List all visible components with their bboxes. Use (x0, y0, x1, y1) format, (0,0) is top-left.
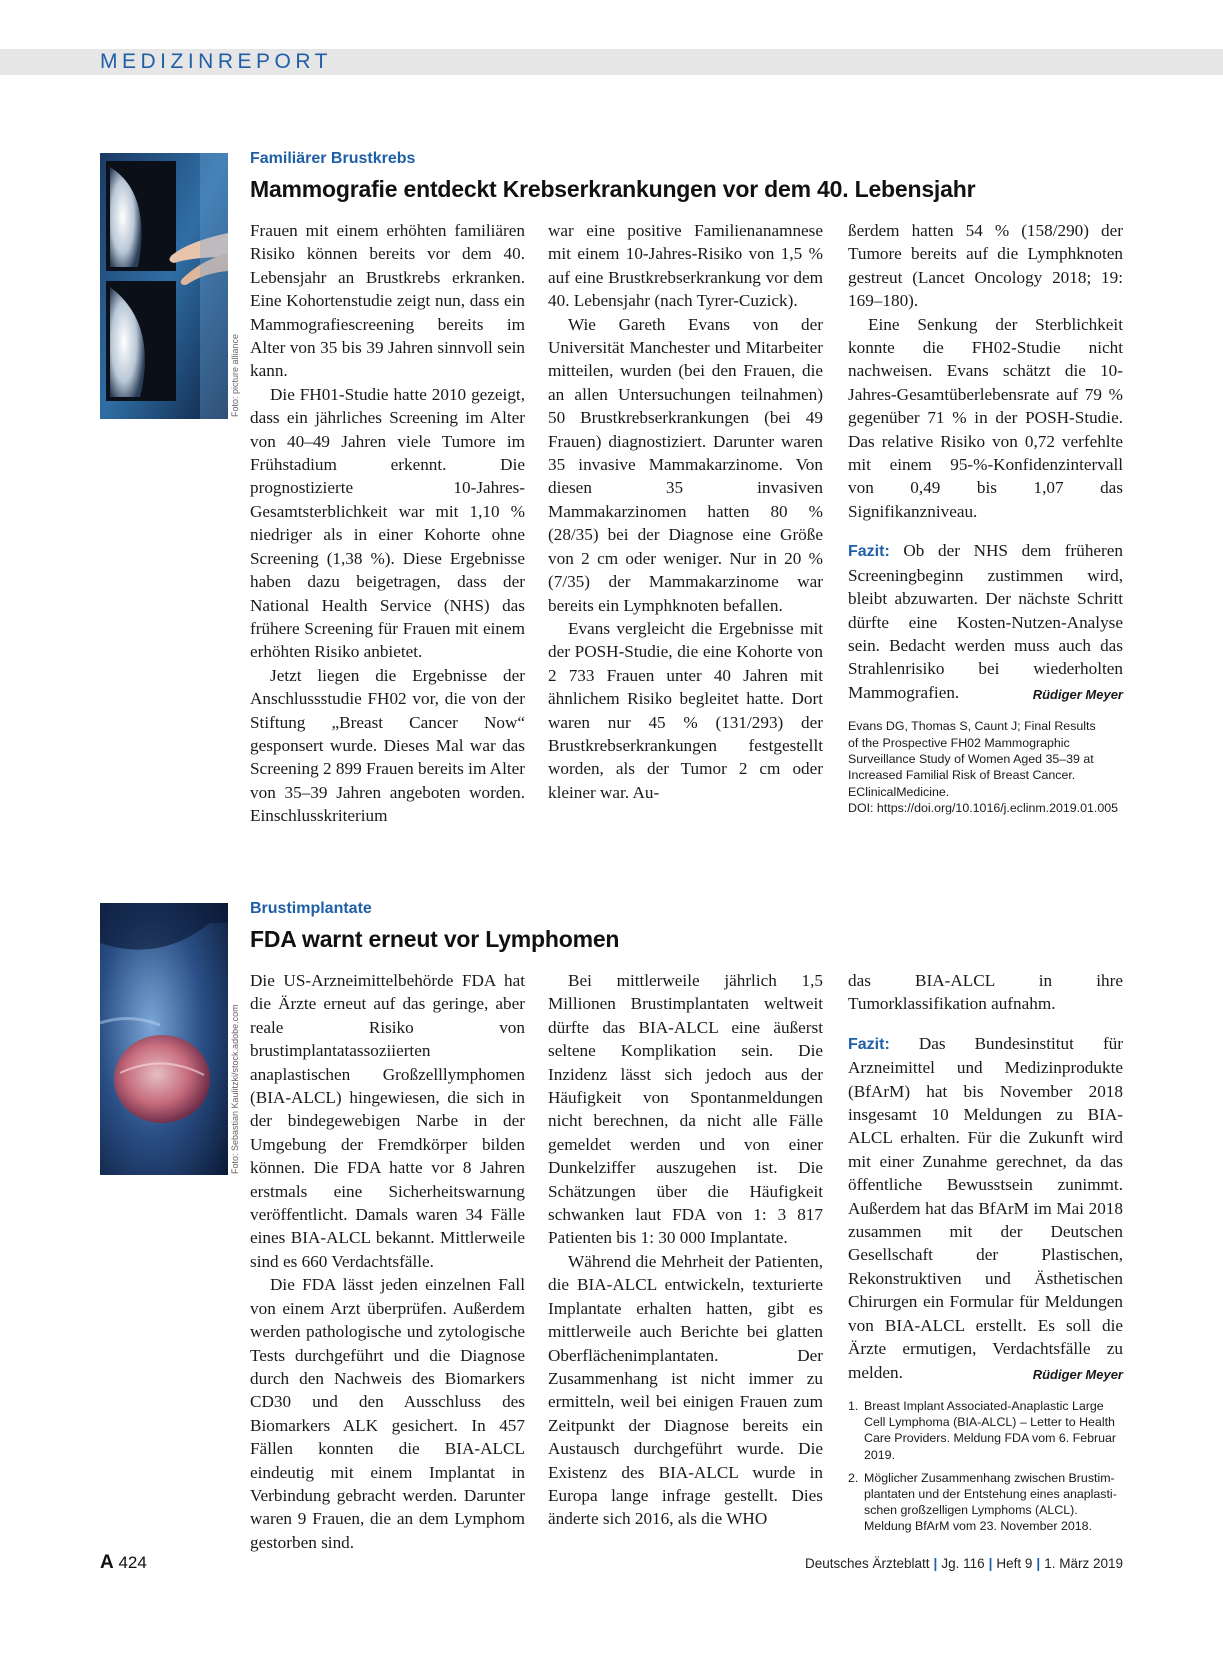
paragraph: Bei mittlerweile jährlich 1,5 Millionen Brustimplantaten weltweit dürfte das BIA-ALCL eine äußerst seltene Komplikation sein. Die Inzidenz lässt sich jedoch aus der Häufigkeit von Spontanmeldungen nicht berechnen, da nicht alle Fälle gemeldet werden und von einer Dunkelziffer auszugehen ist. Die Schätzungen über die Häufigkeit schwanken laut FDA von 1: 3 817 Patienten bis 1: 30 000 Implantate. (548, 971, 823, 1248)
page-prefix: A (100, 1552, 114, 1573)
reference-line: Care Providers. Meldung FDA vom 6. Februar (864, 1431, 1117, 1446)
mammography-photo (100, 153, 228, 419)
fazit-paragraph (848, 539, 1123, 704)
reference-line: Breast Implant Associated-Anaplastic Large (864, 1398, 1104, 1413)
paragraph: Jetzt liegen die Ergebnisse der Anschlussstudie FH02 vor, die von der Stiftung „Breast Cancer Now“ gesponsert wurde. Dieses Mal war das Screening 2 899 Frauen bereits im Alter von 35–39 Jahren angeboten worden. Einschlusskriterium (250, 665, 525, 826)
fazit-text: Das Bundesinstitut für Arzneimittel und Medizinprodukte (BfArM) hat bis November 2018 insgesamt 10 Meldungen zu BIA-ALCL erhalten. Für die Zukunft wird mit einer Zunahme gerechnet, da das öffentliche Bewusstsein zunimmt. Außerdem hat das BfArM im Mai 2018 zusammen mit der Deutschen Gesellschaft der Plastischen, Rekonstruktiven und Ästhetischen Chirurgen ein Formular für Meldungen von BIA-ALCL erstellt. Es soll die Ärzte ermutigen, Verdachtsfälle zu melden. (848, 1033, 1123, 1382)
journal-volume: Jg. 116 (941, 1556, 985, 1571)
paragraph: Während die Mehrheit der Patienten, die BIA-ALCL entwickeln, texturierte Implantate erhalten hatten, gibt es mittlerweile auch Berichte bei glatten Oberflächenimplantaten. Der Zusammenhang ist nicht immer zu ermitteln, weil bei einigen Frauen zum Zeitpunkt der Diagnose bereits ein Austausch durchgeführt wurde. Die Existenz des BIA-ALCL wurde in Europa lange infrage gestellt. Dies änderte sich 2016, als die WHO (548, 1251, 823, 1529)
reference-line: Evans DG, Thomas S, Caunt J; Final Results (848, 719, 1096, 734)
author-name: Rüdiger Meyer (1032, 686, 1123, 702)
paragraph: das BIA-ALCL in ihre Tumorklassifikation aufnahm. (848, 971, 1123, 1014)
reference-line: Increased Familial Risk of Breast Cancer. (848, 768, 1076, 783)
article-headline: FDA warnt erneut vor Lymphomen (250, 926, 620, 952)
reference-line: plantaten und der Entstehung eines anaplasti- (864, 1486, 1117, 1501)
paragraph: Die FH01-Studie hatte 2010 gezeigt, dass ein jährliches Screening im Alter von 40–49 Jahren viele Tumore im Frühstadium erkennt. Die prognostizierte 10-Jahres-Gesamtsterblichkeit war mit 1,10 % niedriger als in einer Kohorte ohne Screening (1,38 %). Diese Ergebnisse haben dazu beigetragen, dass der National Health Service (NHS) das frühere Screening für Frauen mit einem erhöhten Risiko anbietet. (250, 384, 525, 662)
paragraph: Eine Senkung der Sterblichkeit konnte die FH02-Studie nicht nachweisen. Evans schätzt die 10-Jahres-Gesamtüberlebensrate auf 79 % gegenüber 71 % in der POSH-Studie. Das relative Risiko von 0,72 verfehlte mit einem 95-%-Konfidenzintervall von 0,49 bis 1,07 das Signifikanzniveau. (848, 314, 1123, 521)
article-headline: Mammografie entdeckt Krebserkrankungen vor dem 40. Lebensjahr (250, 176, 976, 202)
paragraph: war eine positive Familienanamnese mit einem 10-Jahres-Risiko von 1,5 % auf eine Brustkrebserkrankung vor dem 40. Lebensjahr (nach Tyrer-Cuzick). (548, 221, 823, 311)
reference (848, 718, 1123, 816)
section-label: MEDIZINREPORT (100, 50, 332, 73)
fazit-paragraph (848, 1032, 1123, 1384)
journal-info (805, 1556, 1123, 1571)
reference-item (848, 1470, 1123, 1535)
reference-line: of the Prospective FH02 Mammographic (848, 735, 1070, 750)
implant-photo (100, 903, 228, 1175)
article-column (848, 969, 1123, 1542)
reference-number: 1. (848, 1398, 859, 1413)
author-name: Rüdiger Meyer (1032, 1366, 1123, 1382)
article-column (250, 219, 525, 828)
fazit-label: Fazit: (848, 1035, 890, 1053)
separator: | (988, 1556, 993, 1571)
reference-line: 2019. (864, 1447, 896, 1462)
photo-credit: Foto: picture alliance (230, 333, 240, 417)
article-column (250, 969, 525, 1554)
paragraph: Wie Gareth Evans von der Universität Manchester und Mitarbeiter mitteilen, wurden (bei den Frauen, die an allen Untersuchungen teilnahmen) 50 Brustkrebserkrankungen (bei 49 Frauen) diagnostiziert. Darunter waren 35 invasive Mammakarzinome. Von diesen 35 invasiven Mammakarzinomen hatten 80 % (28/35) bei der Diagnose eine Größe von 2 cm oder weniger. Nur in 20 % (7/35) der Mammakarzinome war bereits ein Lymphknoten befallen. (548, 314, 823, 615)
separator: | (1036, 1556, 1041, 1571)
journal-date: 1. März 2019 (1044, 1556, 1123, 1571)
reference-line: Cell Lymphoma (BIA-ALCL) – Letter to Health (864, 1415, 1115, 1430)
reference-line: Surveillance Study of Women Aged 35–39 at (848, 751, 1094, 766)
reference-line: Möglicher Zusammenhang zwischen Brustim- (864, 1470, 1115, 1485)
photo-credit: Foto: Sebastian Kaulitzki/stock.adobe.com (230, 1004, 240, 1174)
article-column (548, 969, 823, 1531)
separator: | (933, 1556, 938, 1571)
reference-number: 2. (848, 1470, 859, 1485)
reference-line: EClinicalMedicine. (848, 784, 950, 799)
paragraph: ßerdem hatten 54 % (158/290) der Tumore bereits auf die Lymphknoten gestreut (Lancet Oncology 2018; 19: 169–180). (848, 221, 1123, 311)
page-number (100, 1552, 147, 1574)
reference-line: Meldung BfArM vom 23. November 2018. (864, 1519, 1092, 1534)
article-column (548, 219, 823, 804)
paragraph: Evans vergleicht die Ergebnisse mit der POSH-Studie, die eine Kohorte von 2 733 Frauen unter 40 Jahren mit ähnlichem Risiko begleitet hatte. Dort waren nur 45 % (131/293) der Brustkrebserkrankungen festgestellt worden, als der Tumor 2 cm oder kleiner war. Au- (548, 618, 823, 802)
paragraph: Die FDA lässt jeden einzelnen Fall von einem Arzt überprüfen. Außerdem werden pathologische und zytologische Tests durchgeführt und die Diagnose durch den Nachweis des Biomarkers CD30 und den Ausschluss des Biomarkers ALK gesichert. In 457 Fällen konnten die BIA-ALCL eindeutig mit einem Implantat in Verbindung gebracht werden. Darunter waren 9 Frauen, die an dem Lymphom gestorben sind. (250, 1275, 525, 1552)
article-kicker: Familiärer Brustkrebs (250, 150, 416, 167)
article-column (848, 219, 1123, 817)
reference-doi: DOI: https://doi.org/10.1016/j.eclinm.2019.01.005 (848, 801, 1119, 816)
article-kicker: Brustimplantate (250, 900, 372, 917)
reference-line: schen großzelligen Lymphoms (ALCL). (864, 1503, 1078, 1518)
reference-list (848, 1398, 1123, 1535)
fazit-label: Fazit: (848, 543, 890, 561)
fazit-text: Ob der NHS dem früheren Screeningbeginn zustimmen wird, bleibt abzuwarten. Der nächste Schritt dürfte eine Kosten-Nutzen-Analyse sein. Bedacht werden muss auch das Strahlenrisiko bei wiederholten Mammografien. (848, 541, 1123, 702)
journal-name: Deutsches Ärzteblatt (804, 1556, 930, 1571)
page-number-value: 424 (118, 1553, 147, 1572)
paragraph: Die US-Arzneimittelbehörde FDA hat die Ärzte erneut auf das geringe, aber reale Risiko von brustimplantatassoziierten anaplastischen Großzelllymphomen (BIA-ALCL) hingewiesen, die sich in der bindegewebigen Narbe in der Umgebung der Fremdkörper bilden können. Die FDA hatte vor 8 Jahren erstmals eine Sicherheitswarnung veröffentlicht. Damals waren 34 Fälle eines BIA-ALCL bekannt. Mittlerweile sind es 660 Verdachtsfälle. (250, 971, 525, 1271)
paragraph: Frauen mit einem erhöhten familiären Risiko können bereits vor dem 40. Lebensjahr an Brustkrebs erkranken. Eine Kohortenstudie zeigt nun, dass ein Mammografiescreening bereits im Alter von 35 bis 39 Jahren sinnvoll sein kann. (250, 221, 525, 381)
journal-issue: Heft 9 (996, 1556, 1033, 1571)
reference-item (848, 1398, 1123, 1463)
